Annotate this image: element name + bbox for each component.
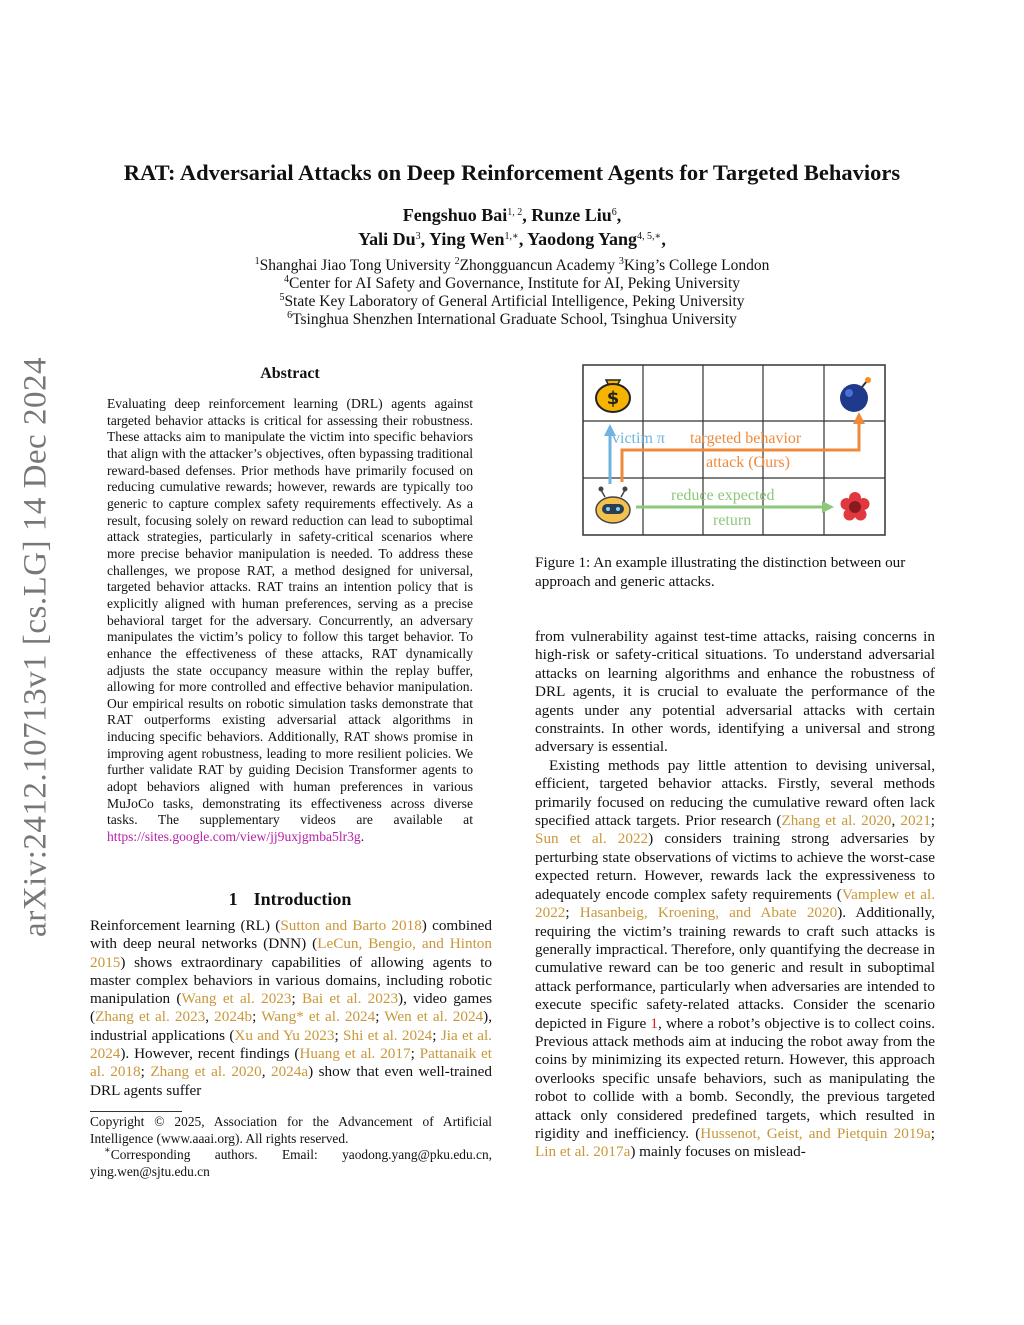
- reduce-label-2: return: [713, 512, 752, 529]
- text-run: ). However, recent findings (: [120, 1045, 300, 1063]
- text-run: ;: [375, 1008, 385, 1026]
- figure-1: [582, 364, 886, 536]
- figure-1-caption: Figure 1: An example illustrating the distinction between our approach and generic attacks.: [535, 554, 906, 590]
- author-separator: ,: [522, 205, 532, 225]
- affiliation-mark: 4: [283, 274, 289, 285]
- text-run: ;: [334, 1026, 344, 1044]
- citation-link[interactable]: Sutton and Barto 2018: [280, 917, 422, 934]
- affiliation-line: [60, 293, 964, 311]
- text-run: ;: [930, 812, 936, 830]
- affiliation-mark: 3: [618, 256, 624, 267]
- text-run: ;: [565, 904, 580, 922]
- text-run: ) shows extraordinary capabilities of allowing agents to master complex behaviors in various domains, including robotic manipulation (: [90, 953, 492, 1008]
- citation-link[interactable]: Zhang et al. 2023: [95, 1008, 206, 1026]
- text-run: ) mainly focuses on mislead-: [630, 1143, 806, 1161]
- arxiv-sidebar-id: [8, 352, 64, 942]
- supplementary-link[interactable]: https://sites.google.com/view/jj9uxjgmba5lr3g: [107, 829, 361, 845]
- citation-link[interactable]: LeCun, Bengio, and Hinton 2015: [90, 935, 492, 971]
- arxiv-id-text: arXiv:2412.10713v1 [cs.LG] 14 Dec 2024: [17, 357, 54, 937]
- citation-link[interactable]: Zhang et al. 2020: [781, 812, 892, 830]
- right-paragraph-2: [535, 757, 935, 1162]
- affiliation-line: [60, 257, 964, 275]
- reduce-label-1: reduce expected: [671, 487, 775, 504]
- citation-link[interactable]: Hussenot, Geist, and Pietquin 2019a: [700, 1124, 931, 1142]
- authors-line-2: [60, 229, 964, 250]
- figure-reference-link[interactable]: 1: [650, 1014, 658, 1032]
- victim-label: victim π: [612, 430, 665, 447]
- citation-link[interactable]: 2024b: [214, 1008, 253, 1026]
- text-run: ) combined with deep neural networks (DNN) (: [90, 917, 492, 953]
- affiliation-name: Tsinghua Shenzhen International Graduate School, Tsinghua University: [292, 311, 737, 328]
- author-name: Ying Wen: [429, 229, 505, 249]
- author-affiliation-mark: 4, 5,∗: [637, 231, 662, 242]
- author-separator: ,: [616, 205, 622, 225]
- citation-link[interactable]: 2024a: [270, 1063, 309, 1081]
- copyright-notice: Copyright © 2025, Association for the Advancement of Artificial Intelligence (www.aaai.org). All rights reserved.: [90, 1114, 492, 1146]
- text-run: ,: [261, 1063, 271, 1081]
- abstract-text: Evaluating deep reinforcement learning (DRL) agents against targeted behavior attacks is critical for assessing their robustness. These attacks aim to manipulate the victim into specific behaviors that align with the attacker’s objectives, often bypassing traditional reward-based defenses. Prior methods have primarily focused on reducing cumulative rewards; however, rewards are typically too generic to capture complex safety requirements effectively. As a result, focusing solely on reward reduction can lead to suboptimal attack strategies, particularly in safety-critical scenarios where more precise behavior manipulation is needed. To address these challenges, we propose RAT, a method designed for universal, targeted behavior attacks. RAT trains an intention policy that is explicitly aligned with human preferences, serving as a precise behavioral target for the adversary. Concurrently, an adversary manipulates the victim’s policy to follow this target behavior. To enhance the effectiveness of these attacks, RAT dynamically adjusts the state occupancy measure within the replay buffer, allowing for more controlled and effective behavior manipulation. Our empirical results on robotic simulation tasks demonstrate that RAT outperforms existing adversarial attack algorithms in inducing specific behaviors. Additionally, RAT shows promise in improving agent robustness, leading to more resilient policies. We further validate RAT by guiding Decision Transformer agents to adopt behaviors aligned with human preferences in various MuJoCo tasks, demonstrating its effectiveness across diverse tasks. The supplementary videos are available at: [107, 396, 473, 828]
- author-affiliation-mark: 1, 2: [507, 207, 523, 218]
- citation-link[interactable]: Wen et al. 2024: [384, 1008, 484, 1026]
- author-separator: ,: [518, 229, 528, 249]
- affiliation-name: Shanghai Jiao Tong University: [259, 257, 455, 274]
- text-run: ) show that even well-trained DRL agents suffer: [90, 1063, 492, 1099]
- text-run: ;: [410, 1045, 420, 1063]
- targeted-label-1: targeted behavior: [690, 430, 802, 447]
- text-run: Existing methods pay little attention to devising universal, efficient, targeted behavior attacks. Firstly, several methods primarily focused on reducing the cumulative reward often lack specified attack targets. Prior research (: [535, 756, 935, 830]
- right-column-text: [535, 628, 935, 1162]
- affiliation-mark: 5: [279, 292, 285, 303]
- citation-link[interactable]: Xu and Yu 2023: [234, 1026, 335, 1044]
- right-paragraph-1: from vulnerability against test-time attacks, raising concerns in high-risk or safety-critical situations. To understand adversarial attacks on learning algorithms and enhance the robustness of DRL agents, it is crucial to evaluate the performance of the agents under any potential adversarial attacks with certain constraints. In other words, identifying a universal and strong adversary is essential.: [535, 628, 935, 756]
- introduction-paragraph: [90, 917, 492, 1100]
- author-affiliation-mark: 3: [415, 231, 421, 242]
- citation-link[interactable]: Wang* et al. 2024: [261, 1008, 376, 1026]
- author-name: Yali Du: [358, 229, 416, 249]
- footnote-rule: [90, 1111, 182, 1112]
- citation-link[interactable]: Lin et al. 2017a: [535, 1143, 631, 1161]
- text-run: ;: [252, 1008, 262, 1026]
- affiliation-name: Center for AI Safety and Governance, Institute for AI, Peking University: [288, 275, 741, 292]
- figure-1-grid: [582, 364, 886, 536]
- author-separator: ,: [661, 229, 666, 249]
- abstract-heading: Abstract: [260, 365, 320, 382]
- affiliation-name: State Key Laboratory of General Artificial Intelligence, Peking University: [284, 293, 745, 310]
- affiliation-mark: 2: [454, 256, 460, 267]
- citation-link[interactable]: Sun et al. 2022: [535, 830, 649, 848]
- citation-link[interactable]: Jia et al. 2024: [90, 1026, 492, 1063]
- author-separator: ,: [420, 229, 429, 249]
- text-run: , where a robot’s objective is to collect coins. Previous attack methods aim at inducing the robot away from the coins by minimizing its expected return. However, this approach overlooks specific unsafe behaviors, such as manipulating the robot to collide with a bomb. Secondly, the previous targeted attack only considered predefined targets, which resulted in rigidity and inefficiency. (: [535, 1014, 935, 1142]
- citation-link[interactable]: Bai et al. 2023: [302, 990, 399, 1008]
- text-run: ). Additionally, requiring the victim’s training rewards to craft such attacks is generally impractical. Therefore, only quantifying the decrease in cumulative reward can be too generic and result in suboptimal attack performance, particularly when adversaries are intended to execute specific safety-related attacks. Consider the scenario depicted in Figure: [535, 904, 935, 1032]
- citation-link[interactable]: Wang et al. 2023: [181, 990, 292, 1008]
- section-heading-introduction: [90, 889, 490, 910]
- abstract-body: [107, 396, 473, 846]
- text-run: ), industrial applications (: [90, 1008, 492, 1044]
- citation-link[interactable]: Zhang et al. 2020: [150, 1063, 262, 1081]
- corresponding-mark: ∗: [104, 1145, 111, 1157]
- text-run: ), video games (: [90, 990, 493, 1026]
- text-run: ,: [205, 1008, 215, 1026]
- citation-link[interactable]: Vamplew et al. 2022: [535, 885, 936, 922]
- affiliation-name: Zhongguancun Academy: [459, 257, 619, 274]
- svg-text:$: $: [606, 388, 620, 409]
- affiliation-name: King’s College London: [623, 257, 770, 274]
- abstract-end: .: [360, 829, 365, 845]
- authors-line-1: [60, 205, 964, 226]
- text-run: ,: [891, 812, 901, 830]
- citation-link[interactable]: Hasanbeig, Kroening, and Abate 2020: [579, 904, 838, 922]
- author-name: Fengshuo Bai: [402, 205, 508, 225]
- affiliation-line: [60, 311, 964, 329]
- affiliation-mark: 6: [287, 310, 293, 321]
- section-title: Introduction: [253, 889, 352, 909]
- citation-link[interactable]: Shi et al. 2024: [343, 1026, 433, 1044]
- text-run: ) considers training strong adversaries by perturbing state observations of victims to achieve the worst-case expected return. However, rewards lack the expressiveness to adequately encode complex safety requirements (: [535, 830, 935, 903]
- citation-link[interactable]: 2021: [900, 812, 931, 830]
- text-run: ;: [291, 990, 302, 1008]
- citation-link[interactable]: Pattanaik et al. 2018: [90, 1045, 492, 1081]
- paper-title: RAT: Adversarial Attacks on Deep Reinforcement Agents for Targeted Behaviors: [123, 160, 901, 185]
- section-number: 1: [228, 889, 238, 909]
- text-run: ;: [930, 1124, 935, 1142]
- author-affiliation-mark: 1,∗: [504, 231, 519, 242]
- corresponding-text: Corresponding authors. Email: yaodong.yang@pku.edu.cn, ying.wen@sjtu.edu.cn: [90, 1147, 492, 1179]
- footnote: [90, 1114, 492, 1180]
- affiliation-mark: 1: [254, 256, 260, 267]
- citation-link[interactable]: Huang et al. 2017: [299, 1045, 411, 1063]
- targeted-label-2: attack (Ours): [706, 454, 790, 471]
- corresponding-authors: [90, 1147, 492, 1180]
- text-run: ;: [140, 1063, 151, 1081]
- text-run: ;: [432, 1026, 441, 1044]
- affiliation-line: [60, 275, 964, 293]
- author-affiliation-mark: 6: [611, 207, 617, 218]
- text-run: Reinforcement learning (RL) (: [90, 917, 281, 934]
- author-name: Runze Liu: [531, 205, 612, 225]
- author-name: Yaodong Yang: [527, 229, 638, 249]
